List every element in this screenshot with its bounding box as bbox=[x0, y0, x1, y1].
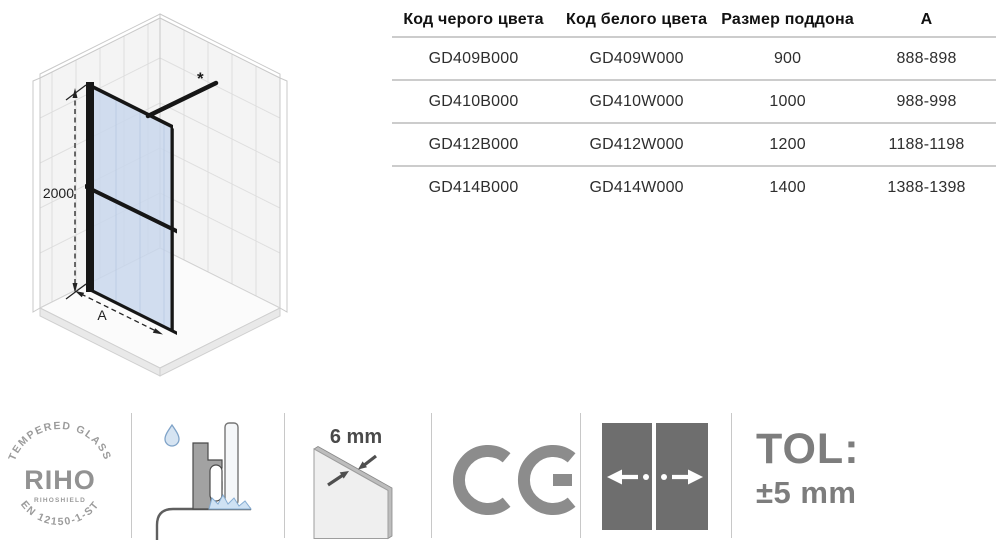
table-cell: 1200 bbox=[769, 135, 806, 153]
col-header-tray-size: Размер поддона bbox=[721, 11, 854, 28]
seal-arc-top-text: TEMPERED GLASS bbox=[6, 419, 114, 463]
tray-edge-line bbox=[157, 509, 251, 540]
table-row bbox=[392, 79, 996, 122]
product-table bbox=[392, 4, 996, 208]
seal-arc-bottom-text: EN 12150-1-ST bbox=[18, 498, 102, 529]
support-bar-note-marker: * bbox=[197, 69, 204, 88]
water-drop-icon bbox=[165, 425, 179, 446]
riho-tempered-glass-seal bbox=[0, 405, 131, 540]
table-row bbox=[392, 36, 996, 79]
adjust-arrows bbox=[607, 470, 703, 485]
ce-mark-icon bbox=[431, 405, 580, 540]
table-row bbox=[392, 165, 996, 208]
table-header-row bbox=[392, 4, 996, 36]
table-cell: 1000 bbox=[769, 92, 806, 110]
table-cell: 1188-1198 bbox=[888, 135, 965, 153]
table-cell: GD412W000 bbox=[589, 135, 684, 153]
table-cell: 988-998 bbox=[896, 92, 957, 110]
glass-thickness-icon bbox=[284, 405, 431, 540]
tolerance-value: ±5 mm bbox=[756, 475, 857, 511]
col-header-a-dimension: A bbox=[920, 11, 933, 28]
mounting-profile bbox=[193, 443, 222, 509]
divider bbox=[731, 413, 732, 538]
table-cell: GD414W000 bbox=[589, 178, 684, 196]
table-cell: GD412B000 bbox=[428, 135, 519, 153]
height-dimension-label: 2000 bbox=[42, 185, 74, 201]
table-cell: 1388-1398 bbox=[887, 178, 966, 196]
col-header-black-code: Код черого цвета bbox=[403, 11, 544, 28]
table-cell: 888-898 bbox=[896, 49, 957, 67]
table-cell: GD410W000 bbox=[589, 92, 684, 110]
tolerance-title: TOL: bbox=[756, 425, 860, 473]
adjustability-icon bbox=[580, 405, 731, 540]
certification-strip bbox=[0, 405, 1000, 540]
table-cell: GD414B000 bbox=[428, 178, 519, 196]
waterproof-seal-icon bbox=[131, 405, 284, 540]
seal-brand-text: RIHO bbox=[24, 465, 96, 495]
table-cell: GD410B000 bbox=[428, 92, 519, 110]
seal-sub-brand-text: RIHOSHIELD bbox=[33, 497, 87, 504]
table-cell: GD409W000 bbox=[589, 49, 684, 67]
width-dimension-label: A bbox=[97, 307, 107, 323]
thickness-label: 6 mm bbox=[329, 426, 383, 448]
glass-slab bbox=[225, 423, 238, 505]
col-header-white-code: Код белого цвета bbox=[566, 11, 708, 28]
tolerance-block bbox=[756, 427, 860, 510]
table-cell: 1400 bbox=[769, 178, 806, 196]
shower-panel-isometric-diagram bbox=[20, 8, 310, 393]
glass-pane-face bbox=[314, 449, 388, 539]
table-cell: 900 bbox=[773, 49, 802, 67]
table-row bbox=[392, 122, 996, 165]
svg-text:TEMPERED GLASS bbox=[6, 420, 113, 463]
table-cell: GD409B000 bbox=[428, 49, 519, 67]
